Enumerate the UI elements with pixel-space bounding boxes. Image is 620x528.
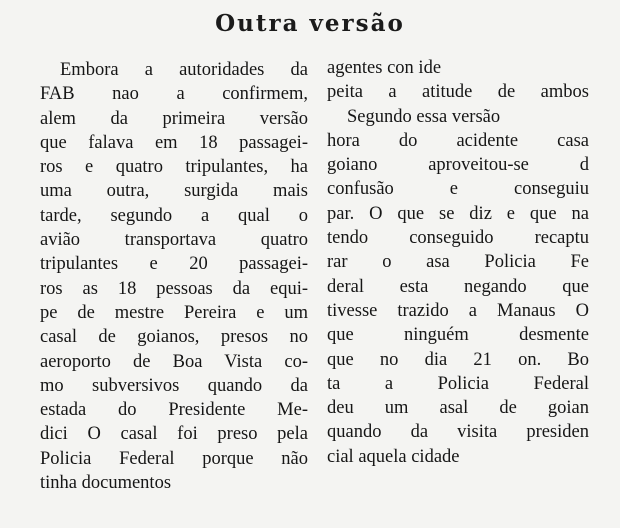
text-line: tripulantes e 20 passagei- [40, 254, 308, 275]
text-line: que falava em 18 passagei- [40, 132, 308, 153]
text-line: Embora a autoridades da [60, 60, 308, 80]
text-line: confusão e conseguiu [327, 179, 589, 200]
text-line: goiano aproveitou-se d [327, 155, 589, 176]
text-line: estada do Presidente Me- [40, 400, 308, 421]
text-line: mo subversivos quando da [40, 375, 308, 396]
text-line: tarde, segundo a qual o [40, 205, 308, 226]
text-line: casal de goianos, presos no [40, 327, 308, 348]
text-line: ros as 18 pessoas da equi- [40, 278, 308, 299]
text-line: avião transportava quatro [40, 230, 308, 251]
text-line: uma outra, surgida mais [40, 181, 308, 202]
text-line: quando da visita presiden [327, 422, 589, 443]
text-line: cial aquela cidade [327, 446, 460, 467]
text-line: Policia Federal porque não [40, 448, 308, 469]
text-line: ta a Policia Federal [327, 373, 589, 394]
text-line: aeroporto de Boa Vista co- [40, 351, 308, 372]
text-line: ros e quatro tripulantes, ha [40, 157, 308, 178]
text-line: deral esta negando que [327, 276, 589, 297]
text-line: alem da primeira versão [40, 108, 308, 129]
text-line: rar o asa Policia Fe [327, 252, 589, 273]
text-line: deu um asal de goian [327, 398, 589, 419]
text-line: tendo conseguido recaptu [327, 228, 589, 249]
text-line: que ninguém desmente [327, 325, 589, 346]
left-column [40, 58, 308, 495]
headline: Outra versão [215, 10, 405, 37]
text-line: pe de mestre Pereira e um [40, 302, 308, 323]
text-line: dici O casal foi preso pela [40, 424, 308, 445]
text-line: hora do acidente casa [327, 130, 589, 151]
text-line: que no dia 21 on. Bo [327, 349, 589, 370]
text-line: tinha documentos [40, 473, 172, 494]
column-divider [316, 58, 317, 498]
text-line: agentes con ide [327, 58, 442, 78]
text-line: Segundo essa versão [347, 106, 501, 127]
right-column [327, 56, 589, 469]
text-line: FAB nao a confirmem, [40, 84, 308, 105]
text-line: peita a atitude de ambos [327, 82, 589, 103]
text-line: tivesse trazido a Manaus O [327, 300, 589, 321]
text-line: par. O que se diz e que na [327, 203, 589, 224]
